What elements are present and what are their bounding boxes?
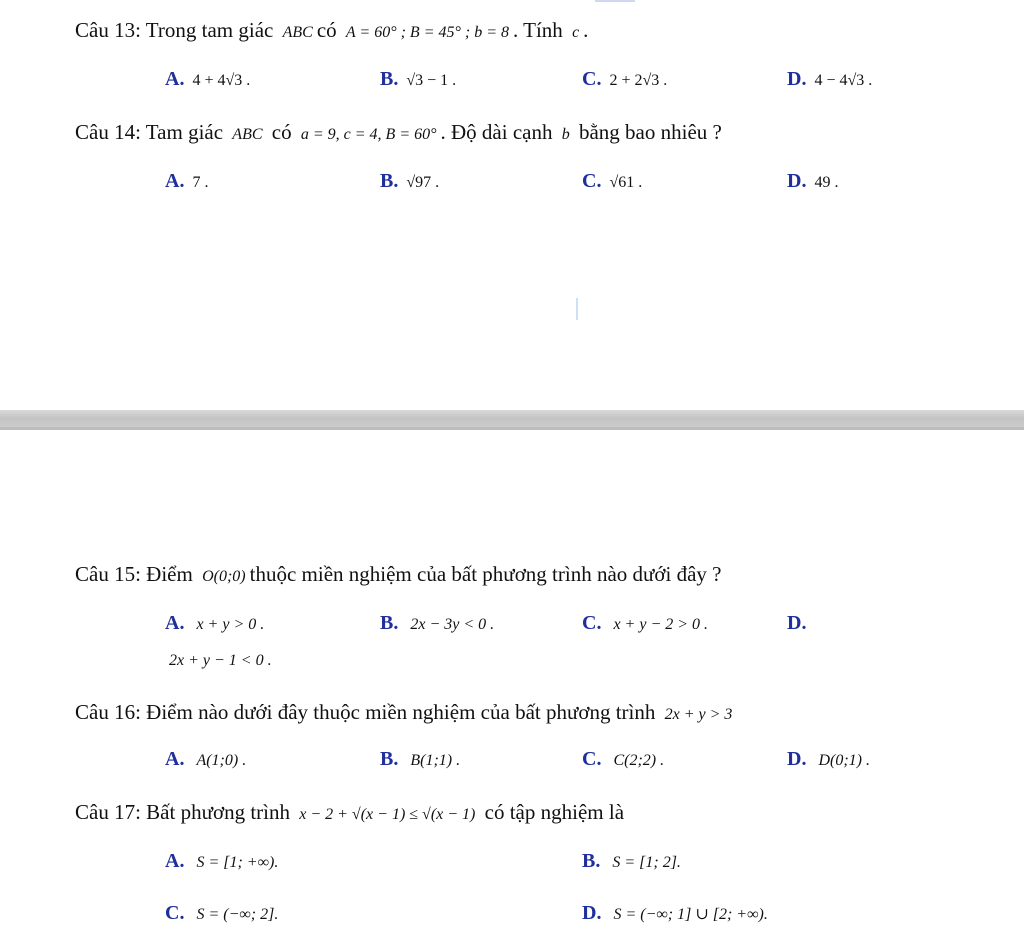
page-separator xyxy=(0,410,1024,430)
option-value: S = [1; 2]. xyxy=(612,854,681,871)
option-c[interactable] xyxy=(582,68,667,91)
option-a[interactable] xyxy=(165,748,250,771)
question-text: . xyxy=(583,18,589,42)
question-text: bằng bao nhiêu ? xyxy=(578,120,722,144)
option-b[interactable] xyxy=(380,748,464,771)
question-text: Bất phương trình xyxy=(146,800,290,824)
option-value: 2x + y − 1 < 0 . xyxy=(169,652,272,669)
question-text: Điểm xyxy=(146,562,193,586)
option-value: 2x − 3y < 0 . xyxy=(410,616,495,633)
option-value: x + y > 0 . xyxy=(196,616,265,633)
question-15 xyxy=(75,562,722,587)
given-conditions: A = 60° ; B = 45° ; b = 8 xyxy=(345,24,510,41)
option-a[interactable] xyxy=(165,68,250,91)
question-label: Câu 14: xyxy=(75,120,141,144)
option-label: C. xyxy=(582,748,602,770)
question-text: . Tính xyxy=(513,18,563,42)
option-c[interactable] xyxy=(165,902,282,925)
option-label: B. xyxy=(380,612,399,634)
question-text: có tập nghiệm là xyxy=(484,800,625,824)
option-value: 2 + 2√3 . xyxy=(609,72,668,89)
option-b[interactable] xyxy=(380,612,498,635)
option-label: D. xyxy=(787,68,807,90)
question-text: Tam giác xyxy=(145,120,224,144)
option-label: B. xyxy=(380,170,399,192)
question-label: Câu 15: xyxy=(75,562,141,586)
triangle-name: ABC xyxy=(232,126,263,143)
option-c[interactable] xyxy=(582,748,668,771)
unknown-side: b xyxy=(561,126,570,143)
option-label: B. xyxy=(582,850,601,872)
document-page-top xyxy=(0,0,1024,410)
option-a[interactable] xyxy=(165,612,268,635)
option-value: 7 . xyxy=(192,174,209,191)
option-value: 49 . xyxy=(814,174,839,191)
question-label: Câu 13: xyxy=(75,18,141,42)
option-a[interactable] xyxy=(165,850,282,873)
document-page-bottom xyxy=(0,430,1024,945)
option-value: D(0;1) . xyxy=(818,752,870,769)
option-label: C. xyxy=(582,68,602,90)
option-value: √61 . xyxy=(609,174,643,191)
option-value: 4 + 4√3 . xyxy=(192,72,251,89)
option-value: S = (−∞; 2]. xyxy=(196,906,279,923)
question-text: thuộc miền nghiệm của bất phương trình nào dưới đây ? xyxy=(249,562,722,586)
option-label: D. xyxy=(787,748,807,770)
question-16 xyxy=(75,700,736,725)
option-label: A. xyxy=(165,68,185,90)
option-label: B. xyxy=(380,68,399,90)
option-d[interactable] xyxy=(787,68,872,91)
option-label: D. xyxy=(787,170,807,192)
question-text: có xyxy=(271,120,292,144)
question-text: . Độ dài cạnh xyxy=(440,120,553,144)
question-17 xyxy=(75,800,624,825)
question-label: Câu 16: xyxy=(75,700,141,724)
option-c[interactable] xyxy=(582,170,642,193)
question-text: Trong tam giác xyxy=(145,18,274,42)
question-label: Câu 17: xyxy=(75,800,141,824)
option-c[interactable] xyxy=(582,612,712,635)
question-text: có xyxy=(316,18,337,42)
given-conditions: a = 9, c = 4, B = 60° xyxy=(300,126,437,143)
option-label: C. xyxy=(582,170,602,192)
option-d-wrapped-value xyxy=(165,652,276,670)
option-label: C. xyxy=(582,612,602,634)
question-text: Điểm nào dưới đây thuộc miền nghiệm của bất phương trình xyxy=(146,700,656,724)
option-label: D. xyxy=(787,612,807,634)
option-value: x + y − 2 > 0 . xyxy=(613,616,709,633)
option-d[interactable] xyxy=(787,170,838,193)
option-label: A. xyxy=(165,170,185,192)
option-label: A. xyxy=(165,748,185,770)
inequality: x − 2 + √(x − 1) ≤ √(x − 1) xyxy=(299,806,476,823)
triangle-name: ABC xyxy=(282,24,313,41)
option-a[interactable] xyxy=(165,170,208,193)
option-label: C. xyxy=(165,902,185,924)
option-d[interactable] xyxy=(787,748,874,771)
inequality: 2x + y > 3 xyxy=(664,706,733,723)
option-d[interactable] xyxy=(787,612,814,635)
option-value: 4 − 4√3 . xyxy=(814,72,873,89)
option-label: B. xyxy=(380,748,399,770)
question-14 xyxy=(75,120,722,145)
option-value: B(1;1) . xyxy=(410,752,461,769)
option-label: A. xyxy=(165,850,185,872)
option-d[interactable] xyxy=(582,902,772,925)
text-cursor xyxy=(576,298,578,320)
point: O(0;0) xyxy=(202,568,246,585)
option-value: √3 − 1 . xyxy=(406,72,457,89)
unknown-side: c xyxy=(572,24,580,41)
option-label: D. xyxy=(582,902,602,924)
option-value: C(2;2) . xyxy=(613,752,665,769)
option-b[interactable] xyxy=(380,170,439,193)
option-b[interactable] xyxy=(582,850,685,873)
option-value: A(1;0) . xyxy=(196,752,247,769)
question-13 xyxy=(75,18,588,43)
option-b[interactable] xyxy=(380,68,456,91)
option-value: S = [1; +∞). xyxy=(196,854,279,871)
scroll-artifact xyxy=(595,0,635,2)
option-label: A. xyxy=(165,612,185,634)
option-value: √97 . xyxy=(406,174,440,191)
option-value: S = (−∞; 1] ∪ [2; +∞). xyxy=(613,906,768,923)
